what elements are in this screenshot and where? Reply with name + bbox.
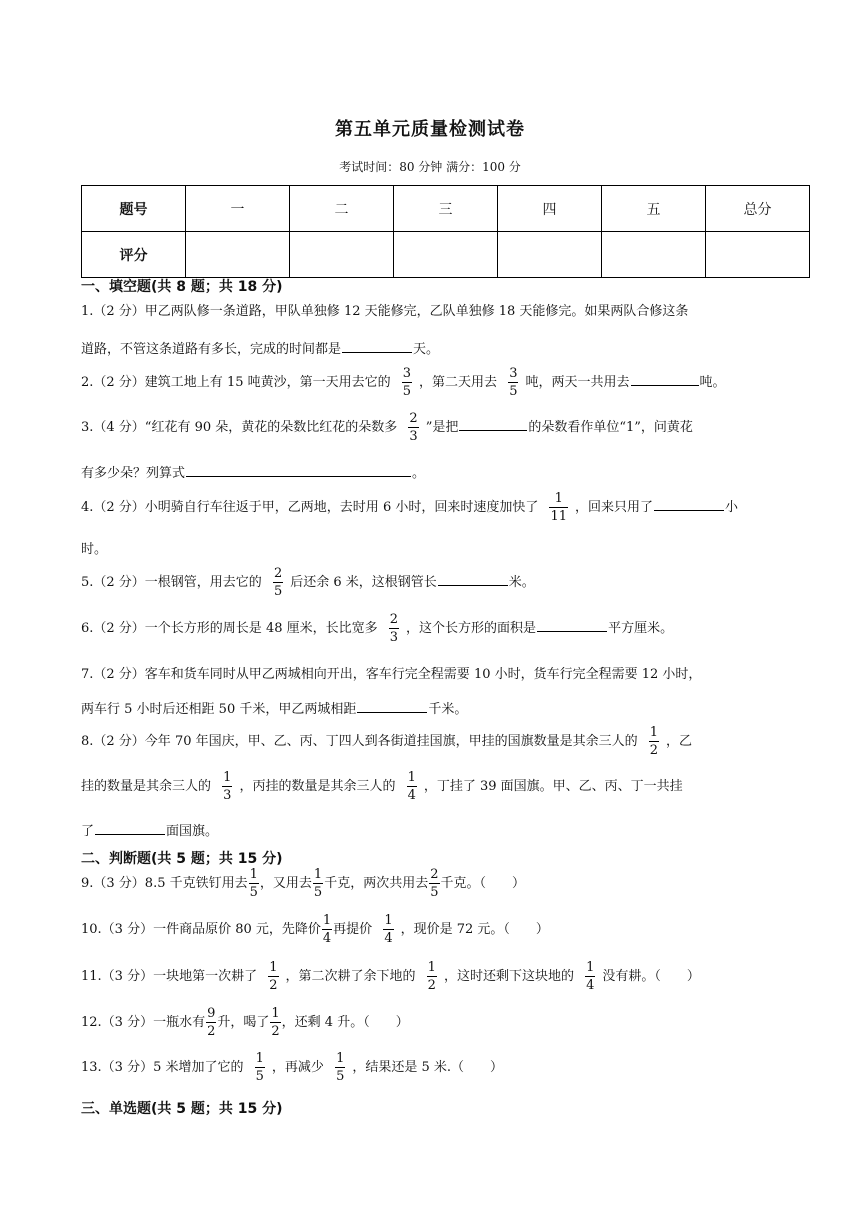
score-input-cell[interactable] [186,232,290,278]
denominator: 5 [273,584,283,599]
question-text: 了 [81,824,95,839]
score-cell: 二 [290,186,394,232]
question-text: 平方厘米。 [608,621,674,636]
numerator: 1 [427,960,436,975]
question-12 [81,1007,409,1038]
question-8-line-1 [81,726,692,757]
question-text: ，丁挂了 39 面国旗。甲、乙、丙、丁一共挂 [423,779,683,794]
question-text: 吨，两天一共用去 [525,375,630,390]
denominator: 11 [550,509,568,524]
question-text: 天。 [413,342,440,357]
question-text: 8.（2 分）今年 70 年国庆，甲、乙、丙、丁四人到各街道挂国旗，甲挂的国旗数量是其余三人的 [81,734,638,749]
answer-blank[interactable] [438,571,508,586]
denominator: 4 [586,978,595,993]
numerator: 1 [223,770,232,785]
score-table-header-row [82,186,810,232]
numerator: 3 [402,366,412,381]
question-text: 千克，两次共用去 [324,876,429,891]
question-text: 12.（3 分）一瓶水有 [81,1015,206,1030]
numerator: 1 [322,913,332,928]
answer-blank[interactable] [631,371,699,386]
question-text: 有多少朵？列算式 [81,466,186,481]
question-9 [81,868,525,899]
question-text: 米。 [508,575,535,590]
fraction [255,1052,265,1083]
fraction [222,771,232,802]
denominator: 5 [402,384,412,399]
numerator: 2 [409,411,418,426]
question-2 [81,367,726,398]
denominator: 4 [407,788,416,803]
question-text: 面国旗。 [166,824,219,839]
denominator: 5 [313,885,323,900]
score-cell: 三 [394,186,498,232]
numerator: 1 [649,725,659,740]
score-cell: 一 [186,186,290,232]
fraction [407,771,417,802]
fraction [383,914,393,945]
question-text: ，现价是 72 元。（ ） [400,922,549,937]
denominator: 2 [271,1024,280,1039]
question-11 [81,961,700,992]
numerator: 2 [273,566,283,581]
question-text: 吨。 [699,375,726,390]
question-text: ，这个长方形的面积是 [406,621,537,636]
question-text: ，第二天用去 [419,375,498,390]
fraction [389,613,399,644]
numerator: 1 [249,867,258,882]
question-text: 9.（3 分）8.5 千克铁钉用去 [81,876,248,891]
question-text: ，丙挂的数量是其余三人的 [239,779,396,794]
question-text: ”是把 [425,420,459,435]
question-text: 后还余 6 米，这根钢管长 [290,575,437,590]
question-3-line-1 [81,412,693,443]
question-text: ，又用去 [259,876,312,891]
question-text: 10.（3 分）一件商品原价 80 元，先降价 [81,922,321,937]
denominator: 3 [409,429,418,444]
page-title: 第五单元质量检测试卷 [335,119,525,140]
answer-blank[interactable] [342,338,412,353]
answer-blank[interactable] [537,617,607,632]
score-input-cell[interactable] [498,232,602,278]
question-text: ，再减少 [271,1060,324,1075]
question-text: 挂的数量是其余三人的 [81,779,212,794]
score-cell: 四 [498,186,602,232]
question-1-line-2 [81,338,439,359]
question-text: ，乙 [666,734,693,749]
denominator: 2 [269,978,278,993]
score-input-cell[interactable] [602,232,706,278]
question-text: 3.（4 分）“红花有 90 朵，黄花的朵数比红花的朵数多 [81,420,398,435]
score-cell: 五 [602,186,706,232]
numerator: 1 [313,867,323,882]
fraction [270,1007,280,1038]
score-table [81,185,810,278]
question-text: 道路，不管这条道路有多长，完成的时间都是 [81,342,342,357]
question-text: 13.（3 分）5 米增加了它的 [81,1060,244,1075]
question-8-line-2 [81,771,683,802]
question-4-line-1 [81,492,738,523]
question-8-line-3 [81,820,218,841]
numerator: 1 [336,1051,345,1066]
fraction [206,1007,216,1038]
denominator: 5 [255,1069,264,1084]
question-text: 千克。（ ） [440,876,526,891]
score-table-score-row [82,232,810,278]
answer-blank[interactable] [186,462,411,477]
fraction [402,367,412,398]
fraction [508,367,518,398]
question-7-line-1: 7.（2 分）客车和货车同时从甲乙两城相向开出，客车行完全程需要 10 小时，货车行完全程需要 12 小时， [81,667,702,682]
section-heading-fill-in: 一、填空题(共 8 题；共 18 分) [81,279,283,295]
answer-blank[interactable] [357,698,427,713]
question-text: 小 [725,500,739,515]
denominator: 4 [384,931,393,946]
fraction [322,914,332,945]
answer-blank[interactable] [95,820,165,835]
question-text: 再提价 [333,922,373,937]
numerator: 1 [269,960,278,975]
answer-blank[interactable] [654,496,724,511]
score-input-cell[interactable] [290,232,394,278]
numerator: 3 [509,366,518,381]
denominator: 5 [249,885,258,900]
question-4-line-2: 时。 [81,542,108,557]
question-text: 没有耕。（ ） [602,969,700,984]
section-heading-true-false: 二、判断题(共 5 题；共 15 分) [81,851,283,867]
question-text: ，回来只用了 [575,500,654,515]
score-input-cell[interactable] [706,232,810,278]
score-cell: 总分 [706,186,810,232]
question-text: ，第二次耕了余下地的 [285,969,416,984]
question-7-line-2 [81,698,467,719]
question-text: 6.（2 分）一个长方形的周长是 48 厘米，长比宽多 [81,621,378,636]
fraction [649,726,659,757]
question-text: 的朵数看作单位“1”，问黄花 [528,420,693,435]
question-5 [81,567,535,598]
question-text: 两车行 5 小时后还相距 50 千米，甲乙两城相距 [81,702,357,717]
fraction [273,567,283,598]
numerator: 1 [384,913,393,928]
question-text: 。 [412,466,426,481]
denominator: 2 [649,743,659,758]
question-text: 4.（2 分）小明骑自行车往返于甲，乙两地，去时用 6 小时，回来时速度加快了 [81,500,539,515]
exam-info: 考试时间：80 分钟 满分：100 分 [339,160,521,174]
denominator: 5 [509,384,518,399]
denominator: 3 [389,630,399,645]
question-text: ，结果还是 5 米.（ ） [352,1060,504,1075]
fraction [268,961,278,992]
fraction [249,868,259,899]
fraction [408,412,418,443]
question-text: ，这时还剩下这块地的 [443,969,574,984]
denominator: 4 [322,931,332,946]
numerator: 1 [407,770,416,785]
fraction [549,492,568,523]
numerator: 2 [389,612,399,627]
section-heading-multiple-choice: 三、单选题(共 5 题；共 15 分) [81,1101,283,1117]
score-cell-label: 评分 [82,232,186,278]
numerator: 1 [586,960,595,975]
question-3-line-2 [81,462,425,483]
question-text: ，还剩 4 升。（ ） [281,1015,409,1030]
fraction [427,961,437,992]
answer-blank[interactable] [459,416,527,431]
numerator: 1 [554,491,563,506]
denominator: 2 [207,1024,216,1039]
question-text: 2.（2 分）建筑工地上有 15 吨黄沙，第一天用去它的 [81,375,391,390]
denominator: 5 [336,1069,345,1084]
numerator: 9 [207,1006,216,1021]
question-text: 11.（3 分）一块地第一次耕了 [81,969,258,984]
fraction [585,961,595,992]
question-text: 千米。 [428,702,468,717]
fraction [335,1052,345,1083]
fraction [429,868,439,899]
denominator: 2 [427,978,436,993]
question-1-line-1: 1.（2 分）甲乙两队修一条道路，甲队单独修 12 天能修完，乙队单独修 18 天能修完。如果两队合修这条 [81,304,689,319]
fraction [313,868,323,899]
question-6 [81,613,673,644]
denominator: 3 [223,788,232,803]
question-10 [81,914,549,945]
question-text: 5.（2 分）一根钢管，用去它的 [81,575,262,590]
numerator: 2 [430,867,439,882]
denominator: 5 [430,885,439,900]
question-text: 升，喝了 [217,1015,270,1030]
question-13 [81,1052,503,1083]
numerator: 1 [255,1051,264,1066]
score-cell-label: 题号 [82,186,186,232]
score-input-cell[interactable] [394,232,498,278]
numerator: 1 [271,1006,280,1021]
